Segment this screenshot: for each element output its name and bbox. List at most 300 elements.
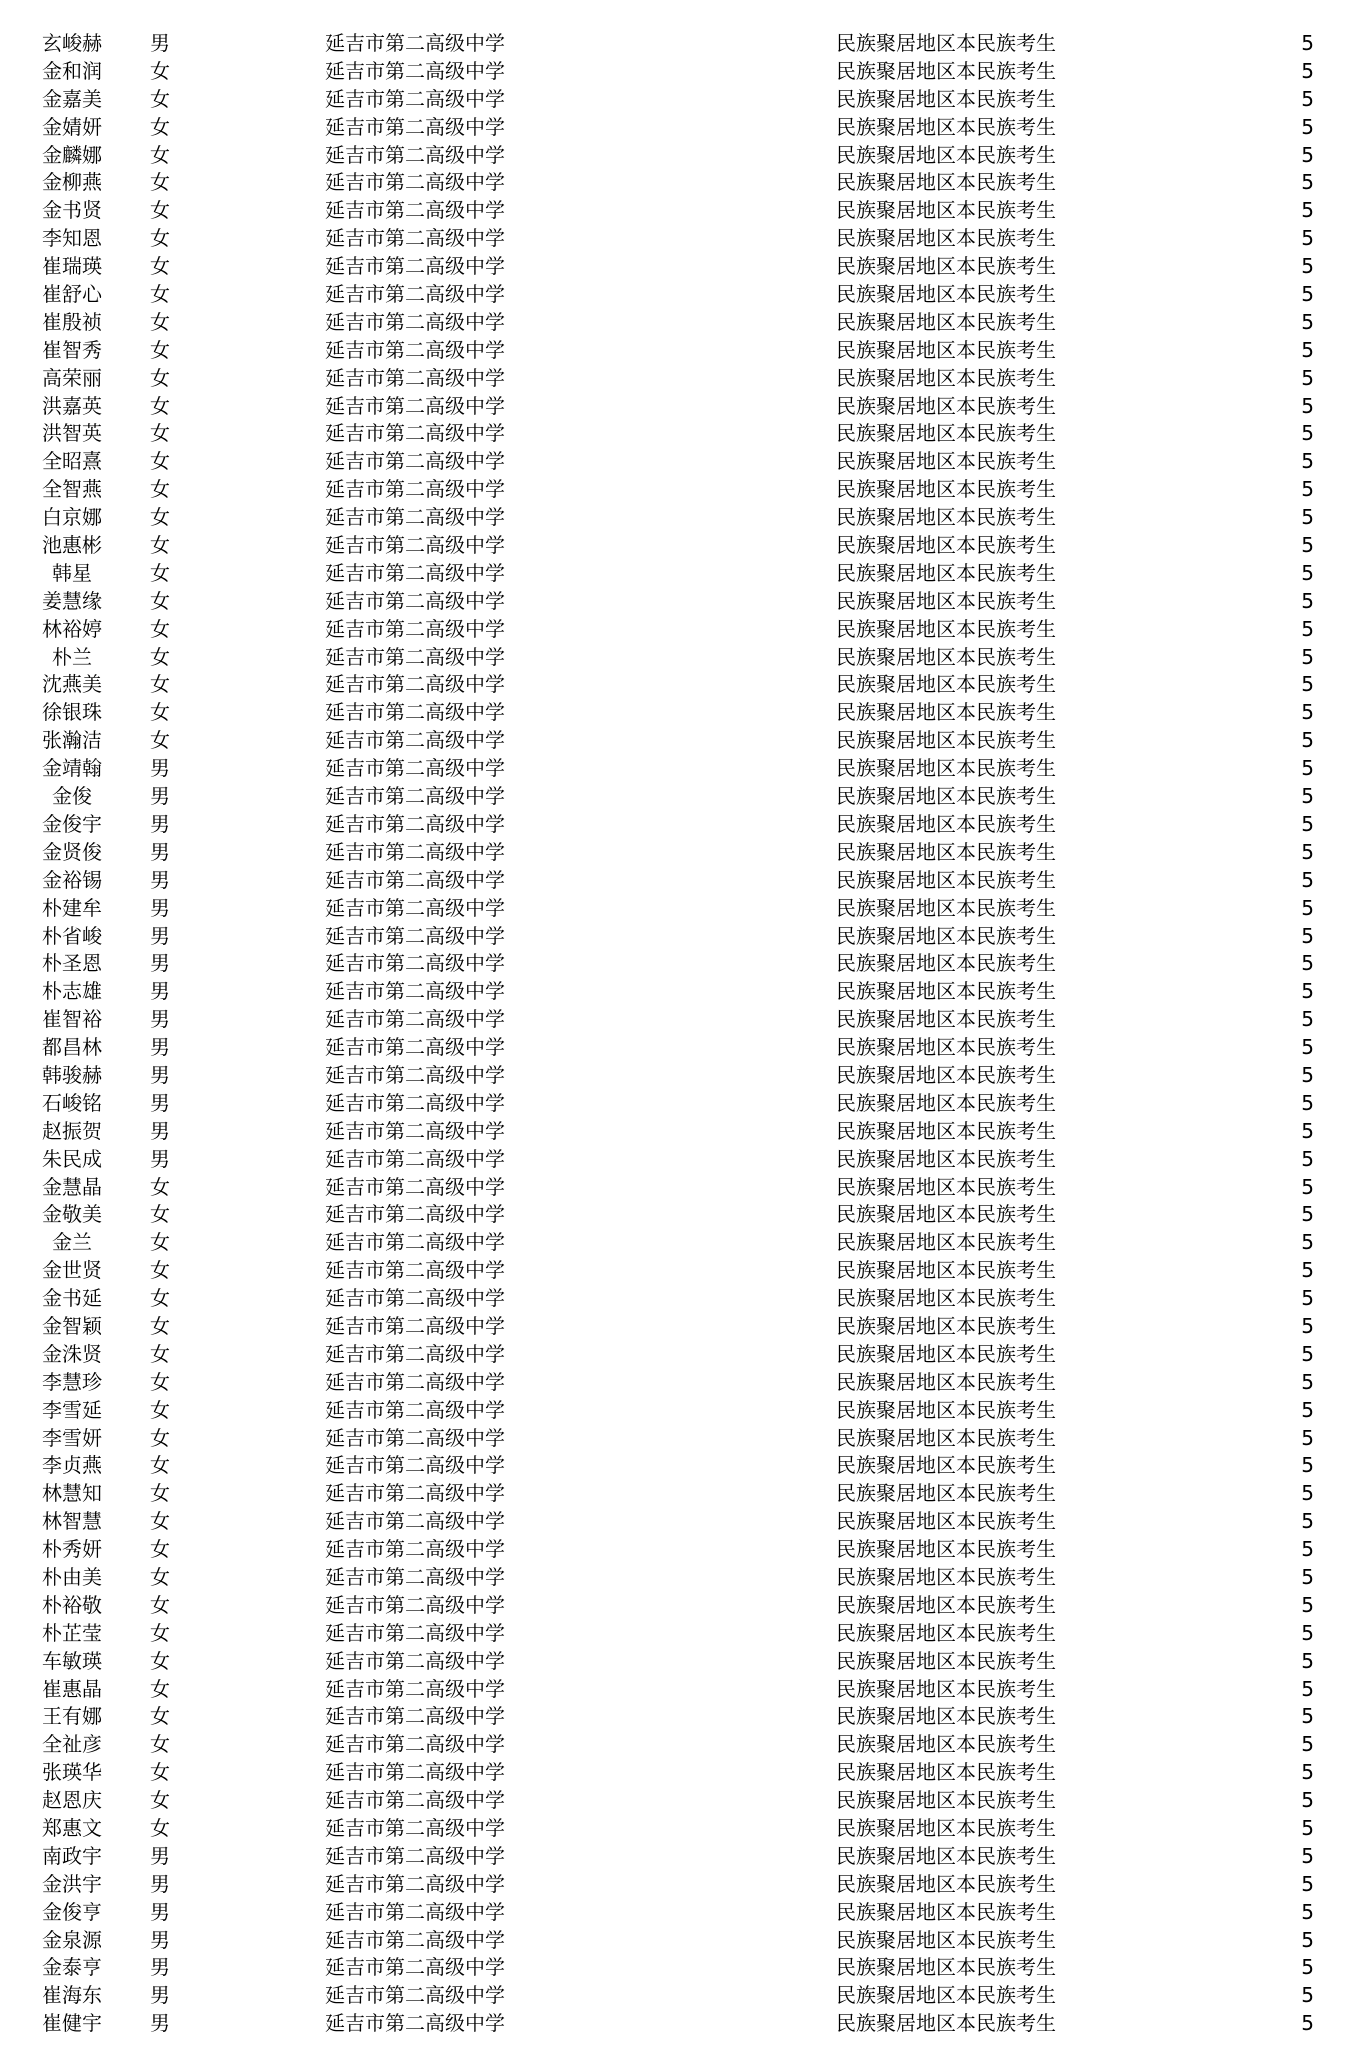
school-cell: 延吉市第二高级中学 <box>325 1509 505 1534</box>
school-cell: 延吉市第二高级中学 <box>325 644 505 669</box>
gender-cell: 女 <box>150 1592 170 1617</box>
category-cell: 民族聚居地区本民族考生 <box>836 1174 1056 1199</box>
school-cell: 延吉市第二高级中学 <box>325 449 505 474</box>
category-cell: 民族聚居地区本民族考生 <box>836 198 1056 223</box>
score-cell: 5 <box>1301 365 1314 390</box>
score-cell: 5 <box>1301 700 1314 725</box>
category-cell: 民族聚居地区本民族考生 <box>836 951 1056 976</box>
gender-cell: 女 <box>150 365 170 390</box>
score-cell: 5 <box>1301 393 1314 418</box>
gender-cell: 女 <box>150 114 170 139</box>
school-cell: 延吉市第二高级中学 <box>325 895 505 920</box>
score-cell: 5 <box>1301 644 1314 669</box>
gender-cell: 女 <box>150 1620 170 1645</box>
school-cell: 延吉市第二高级中学 <box>325 1230 505 1255</box>
table-row <box>0 1425 1367 1453</box>
student-name-cell: 林裕婷 <box>42 616 102 641</box>
table-row <box>0 1369 1367 1397</box>
score-cell: 5 <box>1301 1704 1314 1729</box>
score-cell: 5 <box>1301 979 1314 1004</box>
score-cell: 5 <box>1301 282 1314 307</box>
category-cell: 民族聚居地区本民族考生 <box>836 1453 1056 1478</box>
gender-cell: 女 <box>150 1704 170 1729</box>
student-name-cell: 沈燕美 <box>42 672 102 697</box>
student-name-cell: 崔海东 <box>42 1983 102 2008</box>
school-cell: 延吉市第二高级中学 <box>325 1983 505 2008</box>
category-cell: 民族聚居地区本民族考生 <box>836 1537 1056 1562</box>
score-cell: 5 <box>1301 1258 1314 1283</box>
table-row <box>0 337 1367 365</box>
table-row <box>0 616 1367 644</box>
school-cell: 延吉市第二高级中学 <box>325 1955 505 1980</box>
category-cell: 民族聚居地区本民族考生 <box>836 170 1056 195</box>
gender-cell: 女 <box>150 700 170 725</box>
category-cell: 民族聚居地区本民族考生 <box>836 254 1056 279</box>
gender-cell: 女 <box>150 1286 170 1311</box>
student-name-cell: 金和润 <box>42 58 102 83</box>
score-cell: 5 <box>1301 337 1314 362</box>
gender-cell: 男 <box>150 1035 170 1060</box>
score-cell: 5 <box>1301 1118 1314 1143</box>
score-cell: 5 <box>1301 1927 1314 1952</box>
table-row <box>0 1899 1367 1927</box>
student-name-cell: 郑惠文 <box>42 1816 102 1840</box>
gender-cell: 男 <box>150 756 170 781</box>
student-name-cell: 金泰亨 <box>42 1955 102 1980</box>
school-cell: 延吉市第二高级中学 <box>325 1258 505 1283</box>
score-cell: 5 <box>1301 114 1314 139</box>
gender-cell: 男 <box>150 2011 170 2036</box>
table-row <box>0 1871 1367 1899</box>
table-row <box>0 476 1367 504</box>
category-cell: 民族聚居地区本民族考生 <box>836 1007 1056 1032</box>
student-name-cell: 金慧晶 <box>42 1174 102 1199</box>
gender-cell: 女 <box>150 1258 170 1283</box>
table-row <box>0 309 1367 337</box>
student-name-cell: 洪嘉英 <box>42 393 102 418</box>
student-name-cell: 王有娜 <box>42 1704 102 1729</box>
student-name-cell: 朴由美 <box>42 1564 102 1589</box>
gender-cell: 男 <box>150 923 170 948</box>
table-row <box>0 1285 1367 1313</box>
school-cell: 延吉市第二高级中学 <box>325 226 505 251</box>
school-cell: 延吉市第二高级中学 <box>325 198 505 223</box>
student-name-cell: 金敬美 <box>42 1202 102 1227</box>
category-cell: 民族聚居地区本民族考生 <box>836 1871 1056 1896</box>
score-cell: 5 <box>1301 1090 1314 1115</box>
category-cell: 民族聚居地区本民族考生 <box>836 505 1056 530</box>
gender-cell: 女 <box>150 86 170 111</box>
table-row <box>0 1843 1367 1871</box>
gender-cell: 女 <box>150 282 170 307</box>
table-row <box>0 1397 1367 1425</box>
student-name-cell: 金书延 <box>42 1286 102 1311</box>
score-cell: 5 <box>1301 1676 1314 1701</box>
score-cell: 5 <box>1301 31 1314 55</box>
score-cell: 5 <box>1301 1425 1314 1450</box>
table-row <box>0 448 1367 476</box>
table-row <box>0 365 1367 393</box>
student-name-cell: 朴建牟 <box>42 895 102 920</box>
student-name-cell: 都昌林 <box>42 1035 102 1060</box>
category-cell: 民族聚居地区本民族考生 <box>836 784 1056 809</box>
category-cell: 民族聚居地区本民族考生 <box>836 644 1056 669</box>
school-cell: 延吉市第二高级中学 <box>325 672 505 697</box>
school-cell: 延吉市第二高级中学 <box>325 1453 505 1478</box>
category-cell: 民族聚居地区本民族考生 <box>836 1648 1056 1673</box>
student-name-cell: 朴芷莹 <box>42 1620 102 1645</box>
table-row <box>0 727 1367 755</box>
category-cell: 民族聚居地区本民族考生 <box>836 1927 1056 1952</box>
student-name-cell: 崔舒心 <box>42 282 102 307</box>
gender-cell: 女 <box>150 58 170 83</box>
category-cell: 民族聚居地区本民族考生 <box>836 1425 1056 1450</box>
gender-cell: 女 <box>150 1564 170 1589</box>
score-cell: 5 <box>1301 142 1314 167</box>
school-cell: 延吉市第二高级中学 <box>325 1564 505 1589</box>
category-cell: 民族聚居地区本民族考生 <box>836 867 1056 892</box>
school-cell: 延吉市第二高级中学 <box>325 1202 505 1227</box>
category-cell: 民族聚居地区本民族考生 <box>836 1062 1056 1087</box>
table-row <box>0 560 1367 588</box>
school-cell: 延吉市第二高级中学 <box>325 1537 505 1562</box>
table-row <box>0 1201 1367 1229</box>
category-cell: 民族聚居地区本民族考生 <box>836 142 1056 167</box>
student-name-cell: 朴裕敬 <box>42 1592 102 1617</box>
school-cell: 延吉市第二高级中学 <box>325 588 505 613</box>
table-row <box>0 1341 1367 1369</box>
school-cell: 延吉市第二高级中学 <box>325 1062 505 1087</box>
roster-table <box>0 30 1367 2038</box>
student-name-cell: 崔殷祯 <box>42 309 102 334</box>
score-cell: 5 <box>1301 784 1314 809</box>
category-cell: 民族聚居地区本民族考生 <box>836 337 1056 362</box>
gender-cell: 女 <box>150 616 170 641</box>
score-cell: 5 <box>1301 728 1314 753</box>
school-cell: 延吉市第二高级中学 <box>325 505 505 530</box>
category-cell: 民族聚居地区本民族考生 <box>836 226 1056 251</box>
gender-cell: 女 <box>150 1425 170 1450</box>
student-name-cell: 金俊亨 <box>42 1899 102 1924</box>
score-cell: 5 <box>1301 198 1314 223</box>
student-name-cell: 崔智秀 <box>42 337 102 362</box>
student-name-cell: 金俊宇 <box>42 811 102 836</box>
school-cell: 延吉市第二高级中学 <box>325 1146 505 1171</box>
school-cell: 延吉市第二高级中学 <box>325 811 505 836</box>
score-cell: 5 <box>1301 1007 1314 1032</box>
gender-cell: 男 <box>150 1927 170 1952</box>
score-cell: 5 <box>1301 1062 1314 1087</box>
gender-cell: 女 <box>150 1230 170 1255</box>
school-cell: 延吉市第二高级中学 <box>325 756 505 781</box>
gender-cell: 男 <box>150 784 170 809</box>
table-row <box>0 1034 1367 1062</box>
school-cell: 延吉市第二高级中学 <box>325 1620 505 1645</box>
gender-cell: 女 <box>150 1481 170 1506</box>
student-name-cell: 张瀚洁 <box>42 728 102 753</box>
score-cell: 5 <box>1301 1453 1314 1478</box>
score-cell: 5 <box>1301 1537 1314 1562</box>
category-cell: 民族聚居地区本民族考生 <box>836 309 1056 334</box>
category-cell: 民族聚居地区本民族考生 <box>836 1760 1056 1785</box>
student-name-cell: 朴省峻 <box>42 923 102 948</box>
category-cell: 民族聚居地区本民族考生 <box>836 1313 1056 1338</box>
student-name-cell: 白京娜 <box>42 505 102 530</box>
gender-cell: 女 <box>150 1174 170 1199</box>
category-cell: 民族聚居地区本民族考生 <box>836 1202 1056 1227</box>
school-cell: 延吉市第二高级中学 <box>325 616 505 641</box>
category-cell: 民族聚居地区本民族考生 <box>836 979 1056 1004</box>
school-cell: 延吉市第二高级中学 <box>325 1286 505 1311</box>
table-row <box>0 420 1367 448</box>
table-row <box>0 1118 1367 1146</box>
gender-cell: 女 <box>150 1453 170 1478</box>
school-cell: 延吉市第二高级中学 <box>325 58 505 83</box>
gender-cell: 女 <box>150 1732 170 1757</box>
student-name-cell: 金柳燕 <box>42 170 102 195</box>
table-row <box>0 1787 1367 1815</box>
gender-cell: 男 <box>150 867 170 892</box>
gender-cell: 男 <box>150 811 170 836</box>
gender-cell: 男 <box>150 1118 170 1143</box>
category-cell: 民族聚居地区本民族考生 <box>836 1843 1056 1868</box>
table-row <box>0 1815 1367 1843</box>
category-cell: 民族聚居地区本民族考生 <box>836 1230 1056 1255</box>
gender-cell: 女 <box>150 477 170 502</box>
school-cell: 延吉市第二高级中学 <box>325 923 505 948</box>
table-row <box>0 532 1367 560</box>
student-name-cell: 全昭熹 <box>42 449 102 474</box>
score-cell: 5 <box>1301 616 1314 641</box>
student-name-cell: 朴圣恩 <box>42 951 102 976</box>
school-cell: 延吉市第二高级中学 <box>325 784 505 809</box>
table-row <box>0 867 1367 895</box>
category-cell: 民族聚居地区本民族考生 <box>836 700 1056 725</box>
school-cell: 延吉市第二高级中学 <box>325 979 505 1004</box>
gender-cell: 女 <box>150 1788 170 1813</box>
student-name-cell: 姜慧缘 <box>42 588 102 613</box>
score-cell: 5 <box>1301 477 1314 502</box>
student-name-cell: 李雪妍 <box>42 1425 102 1450</box>
student-name-cell: 崔瑞瑛 <box>42 254 102 279</box>
school-cell: 延吉市第二高级中学 <box>325 1843 505 1868</box>
table-row <box>0 1229 1367 1257</box>
student-name-cell: 金书贤 <box>42 198 102 223</box>
score-cell: 5 <box>1301 923 1314 948</box>
student-name-cell: 全祉彦 <box>42 1732 102 1757</box>
student-name-cell: 朴秀妍 <box>42 1537 102 1562</box>
school-cell: 延吉市第二高级中学 <box>325 1704 505 1729</box>
student-name-cell: 金贤俊 <box>42 839 102 864</box>
gender-cell: 女 <box>150 1816 170 1840</box>
school-cell: 延吉市第二高级中学 <box>325 1341 505 1366</box>
score-cell: 5 <box>1301 1788 1314 1813</box>
table-row <box>0 1927 1367 1955</box>
school-cell: 延吉市第二高级中学 <box>325 421 505 446</box>
category-cell: 民族聚居地区本民族考生 <box>836 86 1056 111</box>
category-cell: 民族聚居地区本民族考生 <box>836 1620 1056 1645</box>
school-cell: 延吉市第二高级中学 <box>325 1648 505 1673</box>
category-cell: 民族聚居地区本民族考生 <box>836 756 1056 781</box>
student-name-cell: 崔惠晶 <box>42 1676 102 1701</box>
gender-cell: 女 <box>150 393 170 418</box>
school-cell: 延吉市第二高级中学 <box>325 1425 505 1450</box>
student-name-cell: 金智颖 <box>42 1313 102 1338</box>
table-row <box>0 1146 1367 1174</box>
school-cell: 延吉市第二高级中学 <box>325 365 505 390</box>
category-cell: 民族聚居地区本民族考生 <box>836 1341 1056 1366</box>
table-row <box>0 1536 1367 1564</box>
gender-cell: 男 <box>150 1843 170 1868</box>
table-row <box>0 1982 1367 2010</box>
school-cell: 延吉市第二高级中学 <box>325 1788 505 1813</box>
category-cell: 民族聚居地区本民族考生 <box>836 1118 1056 1143</box>
category-cell: 民族聚居地区本民族考生 <box>836 1676 1056 1701</box>
table-row <box>0 923 1367 951</box>
student-name-cell: 金洙贤 <box>42 1341 102 1366</box>
gender-cell: 男 <box>150 1955 170 1980</box>
score-cell: 5 <box>1301 1592 1314 1617</box>
school-cell: 延吉市第二高级中学 <box>325 1174 505 1199</box>
table-row <box>0 1648 1367 1676</box>
gender-cell: 女 <box>150 254 170 279</box>
score-cell: 5 <box>1301 1955 1314 1980</box>
school-cell: 延吉市第二高级中学 <box>325 2011 505 2036</box>
school-cell: 延吉市第二高级中学 <box>325 1816 505 1840</box>
table-row <box>0 1759 1367 1787</box>
score-cell: 5 <box>1301 588 1314 613</box>
student-name-cell: 车敏瑛 <box>42 1648 102 1673</box>
table-row <box>0 197 1367 225</box>
category-cell: 民族聚居地区本民族考生 <box>836 58 1056 83</box>
student-name-cell: 金裕锡 <box>42 867 102 892</box>
score-cell: 5 <box>1301 1843 1314 1868</box>
gender-cell: 女 <box>150 337 170 362</box>
score-cell: 5 <box>1301 170 1314 195</box>
school-cell: 延吉市第二高级中学 <box>325 1035 505 1060</box>
table-row <box>0 588 1367 616</box>
score-cell: 5 <box>1301 560 1314 585</box>
student-name-cell: 高荣丽 <box>42 365 102 390</box>
school-cell: 延吉市第二高级中学 <box>325 700 505 725</box>
gender-cell: 男 <box>150 979 170 1004</box>
student-name-cell: 南政宇 <box>42 1843 102 1868</box>
school-cell: 延吉市第二高级中学 <box>325 1369 505 1394</box>
table-row <box>0 1257 1367 1285</box>
category-cell: 民族聚居地区本民族考生 <box>836 1788 1056 1813</box>
gender-cell: 女 <box>150 1202 170 1227</box>
gender-cell: 女 <box>150 1369 170 1394</box>
score-cell: 5 <box>1301 1760 1314 1785</box>
school-cell: 延吉市第二高级中学 <box>325 1760 505 1785</box>
school-cell: 延吉市第二高级中学 <box>325 31 505 55</box>
category-cell: 民族聚居地区本民族考生 <box>836 449 1056 474</box>
category-cell: 民族聚居地区本民族考生 <box>836 393 1056 418</box>
gender-cell: 男 <box>150 1899 170 1924</box>
table-row <box>0 671 1367 699</box>
table-row <box>0 1174 1367 1202</box>
table-row <box>0 644 1367 672</box>
gender-cell: 女 <box>150 560 170 585</box>
table-row <box>0 1676 1367 1704</box>
gender-cell: 男 <box>150 1871 170 1896</box>
school-cell: 延吉市第二高级中学 <box>325 1927 505 1952</box>
score-cell: 5 <box>1301 1397 1314 1422</box>
student-name-cell: 朴兰 <box>52 644 92 669</box>
table-row <box>0 58 1367 86</box>
gender-cell: 男 <box>150 1983 170 2008</box>
school-cell: 延吉市第二高级中学 <box>325 839 505 864</box>
category-cell: 民族聚居地区本民族考生 <box>836 1397 1056 1422</box>
school-cell: 延吉市第二高级中学 <box>325 1118 505 1143</box>
school-cell: 延吉市第二高级中学 <box>325 86 505 111</box>
gender-cell: 女 <box>150 533 170 558</box>
category-cell: 民族聚居地区本民族考生 <box>836 1035 1056 1060</box>
student-name-cell: 张瑛华 <box>42 1760 102 1785</box>
gender-cell: 男 <box>150 1090 170 1115</box>
category-cell: 民族聚居地区本民族考生 <box>836 560 1056 585</box>
score-cell: 5 <box>1301 254 1314 279</box>
category-cell: 民族聚居地区本民族考生 <box>836 1899 1056 1924</box>
table-row <box>0 142 1367 170</box>
student-name-cell: 赵恩庆 <box>42 1788 102 1813</box>
table-row <box>0 895 1367 923</box>
category-cell: 民族聚居地区本民族考生 <box>836 1369 1056 1394</box>
score-cell: 5 <box>1301 505 1314 530</box>
table-row <box>0 1703 1367 1731</box>
student-name-cell: 金靖翰 <box>42 756 102 781</box>
table-row <box>0 978 1367 1006</box>
school-cell: 延吉市第二高级中学 <box>325 533 505 558</box>
table-row <box>0 225 1367 253</box>
student-name-cell: 石峻铭 <box>42 1090 102 1115</box>
category-cell: 民族聚居地区本民族考生 <box>836 1481 1056 1506</box>
table-row <box>0 2010 1367 2038</box>
table-row <box>0 86 1367 114</box>
score-cell: 5 <box>1301 449 1314 474</box>
school-cell: 延吉市第二高级中学 <box>325 477 505 502</box>
student-name-cell: 金麟娜 <box>42 142 102 167</box>
school-cell: 延吉市第二高级中学 <box>325 728 505 753</box>
table-row <box>0 1313 1367 1341</box>
category-cell: 民族聚居地区本民族考生 <box>836 811 1056 836</box>
score-cell: 5 <box>1301 1035 1314 1060</box>
score-cell: 5 <box>1301 895 1314 920</box>
score-cell: 5 <box>1301 1369 1314 1394</box>
student-name-cell: 全智燕 <box>42 477 102 502</box>
gender-cell: 女 <box>150 309 170 334</box>
category-cell: 民族聚居地区本民族考生 <box>836 1704 1056 1729</box>
table-row <box>0 1090 1367 1118</box>
student-name-cell: 韩星 <box>52 560 92 585</box>
school-cell: 延吉市第二高级中学 <box>325 1397 505 1422</box>
score-cell: 5 <box>1301 1230 1314 1255</box>
gender-cell: 男 <box>150 951 170 976</box>
table-row <box>0 1062 1367 1090</box>
gender-cell: 男 <box>150 1062 170 1087</box>
student-name-cell: 金兰 <box>52 1230 92 1255</box>
score-cell: 5 <box>1301 86 1314 111</box>
category-cell: 民族聚居地区本民族考生 <box>836 728 1056 753</box>
category-cell: 民族聚居地区本民族考生 <box>836 114 1056 139</box>
table-row <box>0 783 1367 811</box>
gender-cell: 男 <box>150 895 170 920</box>
score-cell: 5 <box>1301 2011 1314 2036</box>
category-cell: 民族聚居地区本民族考生 <box>836 31 1056 55</box>
category-cell: 民族聚居地区本民族考生 <box>836 839 1056 864</box>
student-name-cell: 洪智英 <box>42 421 102 446</box>
table-row <box>0 1006 1367 1034</box>
